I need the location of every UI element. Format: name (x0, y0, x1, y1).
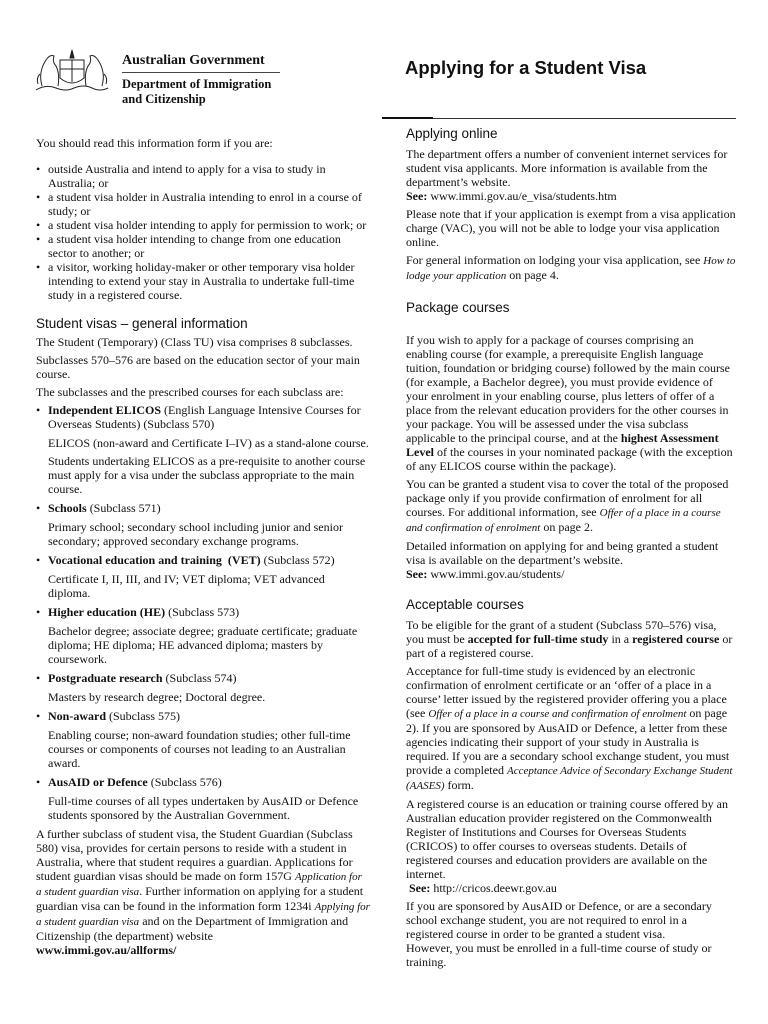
text: You can be granted a student visa to cover the total of the proposed package only if you provide confirmation of enrolment for all courses. For additional information, see (406, 477, 729, 519)
subclass-number: (Subclass 573) (165, 605, 240, 619)
subclass-name: Independent ELICOS (48, 403, 162, 417)
paragraph: The Student (Temporary) (Class TU) visa comprises 8 subclasses. (36, 335, 353, 349)
list-item: • a student visa holder intending to change from one education sector to another; or (36, 232, 370, 260)
emphasis: accepted for full-time study (467, 632, 609, 646)
title-rule (433, 118, 736, 119)
subclass-name: Non-award (48, 709, 107, 723)
paragraph (406, 539, 736, 581)
subclass-item (36, 775, 370, 822)
text: Detailed information on applying for and being granted a student visa is available on the department’s website. (406, 539, 719, 567)
subclass-name: AusAID or Defence (48, 775, 148, 789)
subclass-name: Vocational education and training (VET) (48, 553, 261, 567)
intro-text: You should read this information form if you are: (36, 136, 273, 150)
subclass-description: Masters by research degree; Doctoral degree. (48, 690, 266, 704)
emphasis: registered course (632, 632, 720, 646)
coat-of-arms-logo (34, 40, 110, 96)
section-heading-online: Applying online (406, 126, 498, 141)
text: or part of a registered course. (406, 632, 733, 660)
page-title: Applying for a Student Visa (405, 57, 647, 78)
government-name: Australian Government (122, 53, 265, 68)
subclass-item (36, 605, 370, 666)
text: To be eligible for the grant of a student (Subclass 570–576) visa, you must be (406, 618, 717, 646)
see-label: See: (406, 567, 428, 581)
text: and on the Department of Immigration and Citizenship (the department) website (36, 914, 349, 943)
header-divider (122, 72, 280, 73)
subclass-list (36, 403, 370, 822)
subclass-item (36, 501, 370, 548)
list-item: • outside Australia and intend to apply for a visa to study in Australia; or (36, 162, 370, 190)
subclass-description: Certificate I, II, III, and IV; VET diploma; VET advanced diploma. (48, 572, 325, 600)
subclass-description: Bachelor degree; associate degree; graduate certificate; graduate diploma; HE diploma; HE advanced diploma; masters by coursework. (48, 624, 358, 666)
subclass-name: Higher education (HE) (48, 605, 166, 619)
paragraph (406, 147, 736, 203)
text: in a (608, 632, 633, 646)
text: Acceptance for full-time study is evidenced by an electronic confirmation of enrolment certificate or an ‘offer of a place in a course’ letter issued by the registered provider offering you a place (see (406, 664, 727, 720)
subclass-number: (Subclass 576) (147, 775, 222, 789)
paragraph: If you are sponsored by AusAID or Defence, or are a secondary school exchange student, you are not required to enrol in a registered course in order to be granted a student visa. (406, 899, 712, 941)
forms-url-link[interactable]: www.immi.gov.au/allforms/ (36, 943, 177, 957)
paragraph: However, you must be enrolled in a full-time course of study or training. (406, 941, 712, 969)
subclass-description: ELICOS (non-award and Certificate I–IV) as a stand-alone course. (48, 436, 369, 450)
text: on page 4. (506, 268, 559, 282)
form-title: Applying for a student guardian visa (36, 901, 370, 928)
subclass-item (36, 553, 370, 600)
right-column (406, 126, 736, 969)
subclass-number: (Subclass 574) (162, 671, 237, 685)
doc-reference: Offer of a place in a course and confirmation of enrolment (406, 507, 721, 534)
section-heading-acceptable: Acceptable courses (406, 597, 524, 612)
list-item: • a visitor, working holiday-maker or other temporary visa holder intending to extend your stay in Australia to undertake full-time study in a registered course. (36, 260, 370, 302)
left-column (36, 136, 370, 957)
text: For general information on lodging your visa application, see (406, 253, 704, 267)
subclass-number: (Subclass 575) (106, 709, 181, 723)
text: . Further information on applying for a student guardian visa can be found in the information form 1234i (36, 884, 364, 913)
subclass-item (36, 671, 370, 704)
subclass-description: Primary school; secondary school including junior and senior secondary; approved secondary exchange programs. (48, 520, 343, 548)
title-rule-thick (382, 117, 433, 119)
see-label: See: (406, 189, 428, 203)
doc-reference: Offer of a place in a course and confirmation of enrolment (428, 708, 687, 720)
see-label: See: (409, 881, 431, 895)
section-heading-general: Student visas – general information (36, 316, 248, 331)
doc-reference: How to lodge your application (406, 255, 736, 282)
text: A registered course is an education or training course offered by an Australian education provider registered on the Commonwealth Register of Institutions and Courses for Overseas Students (CRICOS) to offer courses to overseas students. Details of registered courses and education providers are available on the internet. (406, 797, 728, 881)
subclass-name: Postgraduate research (48, 671, 163, 685)
text: of the courses in your nominated package (with the exception of any ELICOS course within the package). (406, 445, 733, 473)
text: The department offers a number of convenient internet services for student visa applicants. More information is available from the department’s website. (406, 147, 728, 189)
paragraph: Please note that if your application is exempt from a visa application charge (VAC), you will not be able to lodge your visa application online. (406, 207, 736, 249)
subclass-number: (English Language Intensive Courses for Overseas Students) (Subclass 570) (48, 403, 361, 431)
paragraph (406, 333, 736, 473)
subclass-name: Schools (48, 501, 87, 515)
subclass-description: Enabling course; non-award foundation studies; other full-time courses or components of courses not leading to an Australian award. (48, 728, 351, 770)
subclass-description: Full-time courses of all types undertaken by AusAID or Defence students sponsored by the Australian Government. (48, 794, 359, 822)
evisa-url-link[interactable]: www.immi.gov.au/e_visa/students.htm (427, 189, 617, 203)
text: If you wish to apply for a package of courses comprising an enabling course (for example, a prerequisite English language tuition, foundation or bridging course) followed by the main course (for example, a Bachelor degree), you must provide evidence of your enrolment in your enabling course, plus letters of offer of a place from the relevant education providers for the other courses in your package. You will be assessed under the visa subclass applicable to the principal course, and at the (406, 333, 730, 445)
subclass-number: (Subclass 572) (260, 553, 335, 567)
text: form. (444, 778, 474, 792)
subclass-item (36, 403, 370, 496)
paragraph: Subclasses 570–576 are based on the education sector of your main course. (36, 353, 360, 381)
text: A further subclass of student visa, the Student Guardian (Subclass 580) visa, provides for certain persons to reside with a student in Australia, where that student requires a guardian. Applications for student guardian visas should be made on form 157G (36, 827, 353, 883)
guardian-paragraph (36, 827, 370, 957)
form-title: Acceptance Advice of Secondary Exchange Student (AASES) (406, 765, 733, 792)
subclass-item (36, 709, 370, 770)
paragraph (406, 664, 736, 793)
cricos-url-link[interactable]: http://cricos.deewr.gov.au (430, 881, 557, 895)
subclass-description: Students undertaking ELICOS as a pre-requisite to another course must apply for a visa under the subclass appropriate to the main course. (48, 454, 366, 496)
text: on page 2). If you are sponsored by AusAID or Defence, a letter from these agencies indicating their support of your study in Australia is required. If you are a secondary school exchange student, you must provide a completed (406, 706, 730, 777)
list-item: • a student visa holder in Australia intending to enrol in a course of study; or (36, 190, 370, 218)
paragraph (406, 477, 736, 535)
list-item: • a student visa holder intending to apply for permission to work; or (36, 218, 370, 232)
emphasis: highest Assessment Level (406, 431, 719, 459)
eligibility-list (36, 162, 370, 302)
students-url-link[interactable]: www.immi.gov.au/students/ (427, 567, 565, 581)
paragraph (406, 797, 736, 895)
paragraph (406, 253, 736, 283)
section-heading-package: Package courses (406, 300, 510, 315)
subclass-number: (Subclass 571) (86, 501, 161, 515)
department-name: Department of Immigration and Citizenship (122, 77, 272, 106)
paragraph: The subclasses and the prescribed courses for each subclass are: (36, 385, 344, 399)
paragraph (406, 618, 736, 660)
form-title: Application for a student guardian visa (36, 871, 362, 898)
text: on page 2. (540, 520, 593, 534)
